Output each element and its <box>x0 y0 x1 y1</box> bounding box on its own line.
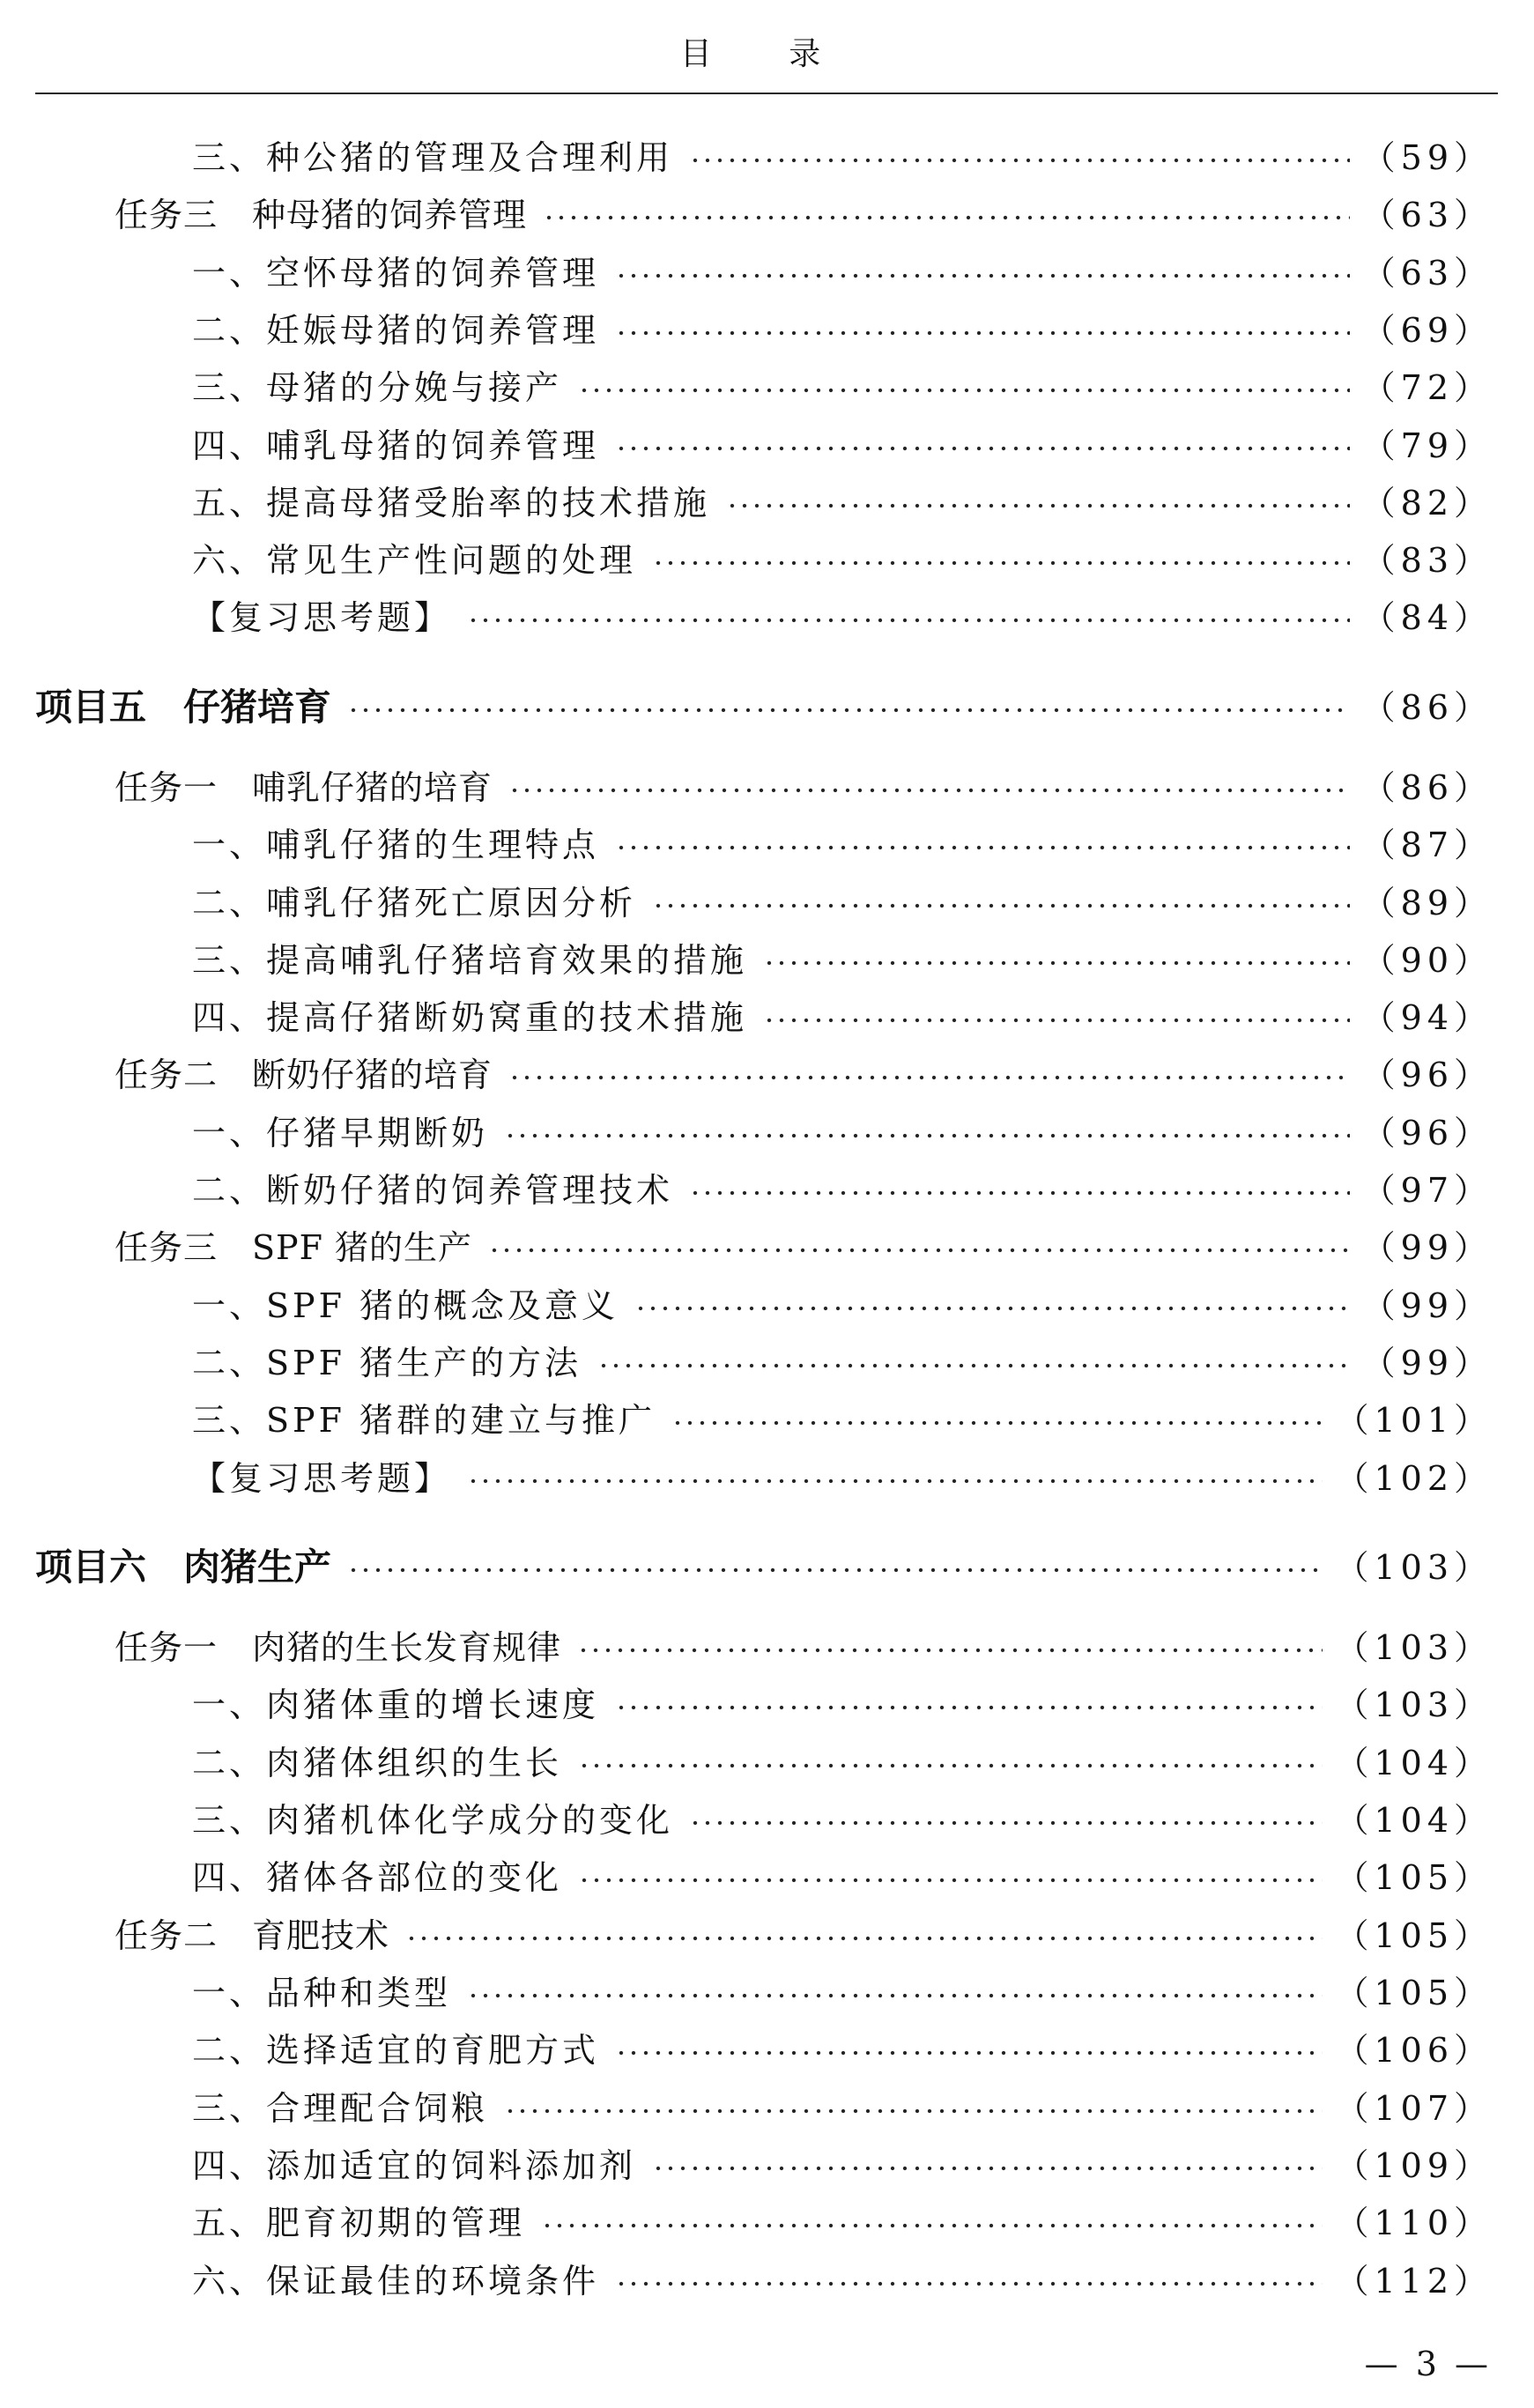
toc-entry-label: 二、断奶仔猪的饲养管理技术 <box>192 1171 674 1210</box>
toc-page-number: （59） <box>1361 138 1493 177</box>
toc-page-number: （104） <box>1335 1744 1493 1782</box>
header-rule <box>35 93 1498 94</box>
dot-leader <box>578 1877 1323 1884</box>
toc-subentry <box>0 2083 1534 2134</box>
dot-leader <box>504 1132 1350 1139</box>
toc-subentry <box>0 592 1534 643</box>
toc-subentry <box>0 992 1534 1043</box>
toc-entry-label: 三、合理配合饲粮 <box>192 2089 489 2128</box>
toc-subentry <box>0 935 1534 986</box>
toc-page-number: （90） <box>1361 941 1493 980</box>
dot-leader <box>615 1704 1323 1711</box>
toc-page-number: （101） <box>1335 1401 1493 1440</box>
toc-entry-label: 三、种公猪的管理及合理利用 <box>192 138 674 177</box>
toc-page-number: （112） <box>1335 2262 1493 2301</box>
toc-entry-label: 项目五 仔猪培育 <box>35 685 332 729</box>
dot-leader <box>652 902 1350 909</box>
toc-page-number: （107） <box>1335 2089 1493 2128</box>
toc-subentry <box>0 132 1534 183</box>
toc-task-entry <box>0 1222 1534 1273</box>
toc-entry-label: 三、SPF 猪群的建立与推广 <box>192 1401 656 1440</box>
dot-leader <box>467 1478 1323 1485</box>
toc-subentry <box>0 1795 1534 1846</box>
toc-page-number: （102） <box>1335 1459 1493 1498</box>
toc-page-number: （106） <box>1335 2031 1493 2070</box>
toc-subentry <box>0 2140 1534 2191</box>
toc-entry-label: 二、选择适宜的育肥方式 <box>192 2031 600 2070</box>
toc-entry-label: 任务三 SPF 猪的生产 <box>115 1228 473 1267</box>
dot-leader <box>689 1819 1323 1826</box>
toc-subentry <box>0 1165 1534 1216</box>
toc-entry-label: 项目六 肉猪生产 <box>35 1545 332 1589</box>
toc-page-number: （99） <box>1361 1286 1493 1325</box>
dot-leader <box>488 1247 1350 1254</box>
toc-task-entry <box>0 1910 1534 1961</box>
toc-page-number: （103） <box>1335 1686 1493 1724</box>
dot-leader <box>615 2049 1323 2056</box>
dot-leader <box>763 959 1350 967</box>
toc-subentry <box>0 1108 1534 1159</box>
toc-entry-label: 五、肥育初期的管理 <box>192 2204 526 2242</box>
toc-subentry <box>0 1967 1534 2019</box>
toc-entry-label: 五、提高母猪受胎率的技术措施 <box>192 484 711 522</box>
toc-entry-label: 任务一 哺乳仔猪的培育 <box>115 768 493 807</box>
dot-leader <box>504 2108 1323 2115</box>
dot-leader <box>652 2165 1323 2172</box>
toc-page-number: （86） <box>1361 688 1493 727</box>
toc-task-entry <box>0 1049 1534 1100</box>
toc-entry-label: 四、哺乳母猪的饲养管理 <box>192 426 600 465</box>
toc-entry-label: 四、猪体各部位的变化 <box>192 1858 563 1897</box>
toc-page-number: （69） <box>1361 311 1493 350</box>
toc-entry-label: 任务三 种母猪的饲养管理 <box>115 196 528 234</box>
toc-page-number: （96） <box>1361 1114 1493 1152</box>
toc-page-number: （103） <box>1335 1628 1493 1667</box>
toc-page-number: （86） <box>1361 768 1493 807</box>
toc-page-number: （97） <box>1361 1171 1493 1210</box>
toc-entry-label: 六、保证最佳的环境条件 <box>192 2262 600 2301</box>
toc-entry-label: 四、添加适宜的饲料添加剂 <box>192 2146 637 2185</box>
dot-leader <box>467 617 1350 624</box>
toc-subentry <box>0 819 1534 871</box>
toc-entry-label: 一、空怀母猪的饲养管理 <box>192 254 600 293</box>
toc-subentry <box>0 248 1534 299</box>
toc-page-number: （110） <box>1335 2204 1493 2242</box>
toc-entry-label: 一、哺乳仔猪的生理特点 <box>192 826 600 864</box>
dot-leader <box>615 445 1350 452</box>
toc-page-number: （72） <box>1361 368 1493 407</box>
toc-entry-label: 三、肉猪机体化学成分的变化 <box>192 1801 674 1840</box>
toc-entry-label: 任务二 断奶仔猪的培育 <box>115 1056 493 1094</box>
toc-page-number: （89） <box>1361 884 1493 922</box>
toc-task-entry <box>0 189 1534 241</box>
toc-subentry <box>0 1453 1534 1504</box>
toc-subentry <box>0 1395 1534 1446</box>
toc-page-number: （105） <box>1335 1974 1493 2012</box>
dot-leader <box>543 214 1350 221</box>
toc-entry-label: 任务一 肉猪的生长发育规律 <box>115 1628 562 1667</box>
toc-entry-label: 【复习思考题】 <box>192 1459 452 1498</box>
toc-subentry <box>0 2197 1534 2249</box>
toc-subentry <box>0 420 1534 471</box>
toc-subentry <box>0 1337 1534 1389</box>
toc-page-number: （103） <box>1335 1548 1493 1587</box>
toc-subentry <box>0 478 1534 529</box>
dot-leader <box>541 2222 1323 2229</box>
toc-page-number: （99） <box>1361 1228 1493 1267</box>
toc-entry-label: 二、SPF 猪生产的方法 <box>192 1344 582 1382</box>
dot-leader <box>689 1189 1350 1197</box>
toc-page-number: （104） <box>1335 1801 1493 1840</box>
dot-leader <box>689 157 1350 164</box>
dot-leader <box>763 1017 1350 1024</box>
toc-entry-label: 任务二 育肥技术 <box>115 1916 390 1955</box>
toc-subentry <box>0 2256 1534 2307</box>
toc-subentry <box>0 1852 1534 1903</box>
toc-task-entry <box>0 1622 1534 1673</box>
toc-entry-label: 三、提高哺乳仔猪培育效果的措施 <box>192 941 748 980</box>
dot-leader <box>508 1074 1350 1081</box>
toc-entry-label: 六、常见生产性问题的处理 <box>192 541 637 580</box>
toc-task-entry <box>0 762 1534 813</box>
toc-subentry <box>0 535 1534 586</box>
dot-leader <box>634 1305 1350 1312</box>
toc-project-heading <box>0 1542 1534 1593</box>
toc-entry-label: 二、肉猪体组织的生长 <box>192 1744 563 1782</box>
toc-project-heading <box>0 682 1534 733</box>
dot-leader <box>652 559 1350 567</box>
toc-entry-label: 一、品种和类型 <box>192 1974 452 2012</box>
toc-entry-label: 一、仔猪早期断奶 <box>192 1114 489 1152</box>
dot-leader <box>615 844 1350 851</box>
toc-page-number: （96） <box>1361 1056 1493 1094</box>
dot-leader <box>578 387 1350 394</box>
toc-entry-label: 四、提高仔猪断奶窝重的技术措施 <box>192 998 748 1037</box>
toc-page-number: （83） <box>1361 541 1493 580</box>
toc-page-number: （63） <box>1361 196 1493 234</box>
dot-leader <box>577 1647 1323 1654</box>
toc-page-number: （87） <box>1361 826 1493 864</box>
toc-entry-label: 【复习思考题】 <box>192 598 452 637</box>
dot-leader <box>726 502 1350 509</box>
toc-subentry <box>0 878 1534 929</box>
dot-leader <box>508 787 1350 794</box>
running-head: 目 录 <box>679 36 855 72</box>
toc-page-number: （82） <box>1361 484 1493 522</box>
toc-entry-label: 一、肉猪体重的增长速度 <box>192 1686 600 1724</box>
toc-subentry <box>0 1679 1534 1730</box>
toc-entry-label: 二、哺乳仔猪死亡原因分析 <box>192 884 637 922</box>
toc-entry-label: 一、SPF 猪的概念及意义 <box>192 1286 619 1325</box>
dot-leader <box>671 1419 1323 1426</box>
dot-leader <box>615 272 1350 279</box>
toc-entry-label: 二、妊娠母猪的饲养管理 <box>192 311 600 350</box>
toc-entry-label: 三、母猪的分娩与接产 <box>192 368 563 407</box>
dot-leader <box>467 1992 1323 1999</box>
toc-page-number: （79） <box>1361 426 1493 465</box>
toc-subentry <box>0 362 1534 413</box>
dot-leader <box>615 2280 1323 2287</box>
dot-leader <box>597 1362 1350 1369</box>
toc-page-number: （105） <box>1335 1916 1493 1955</box>
toc-page-number: （63） <box>1361 254 1493 293</box>
toc-subentry <box>0 305 1534 356</box>
toc-page-number: （109） <box>1335 2146 1493 2185</box>
page-number: — 3 — <box>1364 2345 1492 2383</box>
toc-page-number: （94） <box>1361 998 1493 1037</box>
dot-leader <box>405 1935 1323 1942</box>
toc-page-number: （84） <box>1361 598 1493 637</box>
toc-subentry <box>0 1280 1534 1331</box>
toc-subentry <box>0 1737 1534 1789</box>
dot-leader <box>578 1762 1323 1769</box>
dot-leader <box>615 330 1350 337</box>
toc-page-number: （105） <box>1335 1858 1493 1897</box>
dot-leader <box>347 1567 1323 1574</box>
dot-leader <box>347 707 1350 714</box>
toc-page-number: （99） <box>1361 1344 1493 1382</box>
toc-subentry <box>0 2025 1534 2076</box>
